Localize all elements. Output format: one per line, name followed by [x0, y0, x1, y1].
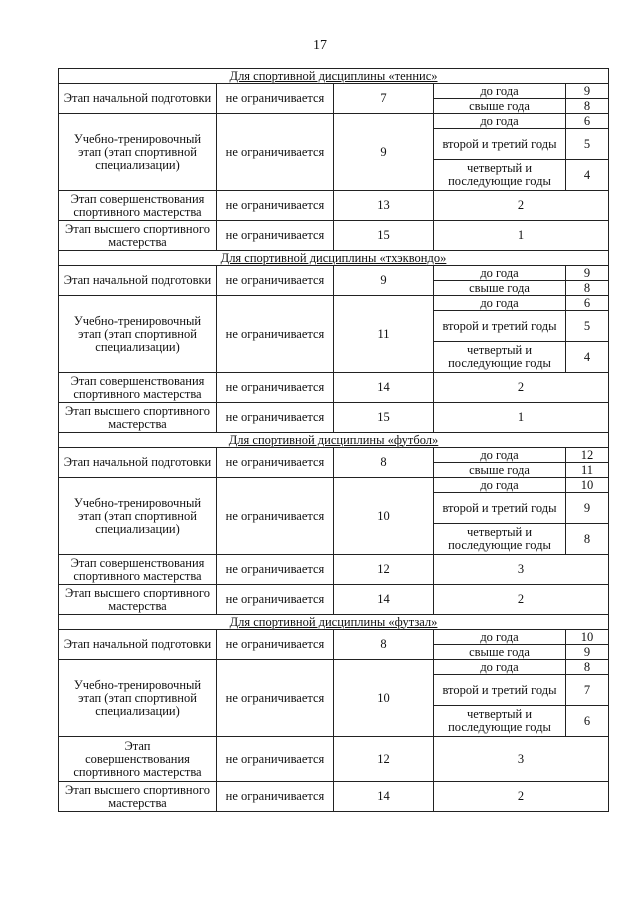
min-age: 14 — [334, 585, 434, 615]
group-size: 9 — [566, 266, 609, 281]
age-limit: не ограничивается — [217, 373, 334, 403]
stage-name: Этап высшего спортивного мастерства — [59, 585, 217, 615]
table-row — [59, 630, 609, 645]
stage-name: Этап высшего спортивного мастерства — [59, 782, 217, 812]
table-row — [59, 737, 609, 782]
group-size: 8 — [566, 99, 609, 114]
age-limit: не ограничивается — [217, 403, 334, 433]
age-limit: не ограничивается — [217, 660, 334, 737]
year-label: второй и третий годы — [434, 493, 566, 524]
age-limit: не ограничивается — [217, 296, 334, 373]
table-row — [59, 448, 609, 463]
table-row — [59, 191, 609, 221]
min-age: 14 — [334, 782, 434, 812]
group-size: 1 — [434, 221, 609, 251]
min-age: 9 — [334, 266, 434, 296]
stage-name: Этап начальной подготовки — [59, 448, 217, 478]
age-limit: не ограничивается — [217, 478, 334, 555]
min-age: 12 — [334, 737, 434, 782]
table-row — [59, 615, 609, 630]
age-limit: не ограничивается — [217, 737, 334, 782]
table-row — [59, 403, 609, 433]
min-age: 13 — [334, 191, 434, 221]
year-label: до года — [434, 478, 566, 493]
table-row — [59, 478, 609, 493]
age-limit: не ограничивается — [217, 630, 334, 660]
year-label: четвертый и последующие годы — [434, 342, 566, 373]
group-size: 6 — [566, 706, 609, 737]
table-row — [59, 585, 609, 615]
min-age: 12 — [334, 555, 434, 585]
table-row — [59, 251, 609, 266]
section-title: Для спортивной дисциплины «футбол» — [59, 433, 609, 448]
table-row — [59, 782, 609, 812]
age-limit: не ограничивается — [217, 585, 334, 615]
min-age: 14 — [334, 373, 434, 403]
stage-name: Этап совершенствования спортивного мастерства — [59, 373, 217, 403]
group-size: 10 — [566, 630, 609, 645]
stage-name: Этап высшего спортивного мастерства — [59, 403, 217, 433]
min-age: 10 — [334, 660, 434, 737]
year-label: свыше года — [434, 463, 566, 478]
table-row — [59, 660, 609, 675]
min-age: 10 — [334, 478, 434, 555]
year-label: четвертый и последующие годы — [434, 524, 566, 555]
year-label: до года — [434, 296, 566, 311]
min-age: 8 — [334, 448, 434, 478]
group-size: 8 — [566, 281, 609, 296]
group-size: 4 — [566, 160, 609, 191]
group-size: 4 — [566, 342, 609, 373]
group-size: 10 — [566, 478, 609, 493]
year-label: до года — [434, 84, 566, 99]
group-size: 5 — [566, 311, 609, 342]
stage-name: Учебно-тренировочный этап (этап спортивной специализации) — [59, 478, 217, 555]
group-size: 3 — [434, 555, 609, 585]
group-size: 1 — [434, 403, 609, 433]
age-limit: не ограничивается — [217, 266, 334, 296]
year-label: свыше года — [434, 99, 566, 114]
stage-name: Этап начальной подготовки — [59, 630, 217, 660]
group-size: 12 — [566, 448, 609, 463]
group-size: 9 — [566, 493, 609, 524]
year-label: до года — [434, 660, 566, 675]
age-limit: не ограничивается — [217, 782, 334, 812]
table-row — [59, 296, 609, 311]
age-limit: не ограничивается — [217, 84, 334, 114]
min-age: 15 — [334, 403, 434, 433]
table-row — [59, 433, 609, 448]
table-row — [59, 221, 609, 251]
stage-name: Этап совершенствования спортивного мастерства — [59, 191, 217, 221]
min-age: 9 — [334, 114, 434, 191]
stage-name: Учебно-тренировочный этап (этап спортивной специализации) — [59, 296, 217, 373]
year-label: свыше года — [434, 281, 566, 296]
year-label: до года — [434, 448, 566, 463]
table-row — [59, 84, 609, 99]
year-label: четвертый и последующие годы — [434, 706, 566, 737]
group-size: 5 — [566, 129, 609, 160]
group-size: 2 — [434, 191, 609, 221]
min-age: 7 — [334, 84, 434, 114]
stage-name — [59, 737, 217, 782]
year-label: второй и третий годы — [434, 311, 566, 342]
stage-name-line: совершенствования спортивного мастерства — [73, 751, 202, 779]
group-size: 6 — [566, 296, 609, 311]
stage-name: Этап совершенствования спортивного мастерства — [59, 555, 217, 585]
group-size: 9 — [566, 645, 609, 660]
group-size: 2 — [434, 585, 609, 615]
stage-name: Этап высшего спортивного мастерства — [59, 221, 217, 251]
group-size: 8 — [566, 660, 609, 675]
group-size: 7 — [566, 675, 609, 706]
section-title: Для спортивной дисциплины «тхэквондо» — [59, 251, 609, 266]
section-title: Для спортивной дисциплины «теннис» — [59, 69, 609, 84]
stage-name: Этап начальной подготовки — [59, 266, 217, 296]
table-row — [59, 114, 609, 129]
year-label: свыше года — [434, 645, 566, 660]
stage-name: Этап начальной подготовки — [59, 84, 217, 114]
age-limit: не ограничивается — [217, 221, 334, 251]
stage-name: Учебно-тренировочный этап (этап спортивной специализации) — [59, 660, 217, 737]
table-row — [59, 373, 609, 403]
min-age: 11 — [334, 296, 434, 373]
year-label: второй и третий годы — [434, 129, 566, 160]
table-row — [59, 555, 609, 585]
stage-name: Учебно-тренировочный этап (этап спортивной специализации) — [59, 114, 217, 191]
group-size: 8 — [566, 524, 609, 555]
year-label: до года — [434, 114, 566, 129]
group-size: 3 — [434, 737, 609, 782]
age-limit: не ограничивается — [217, 191, 334, 221]
age-limit: не ограничивается — [217, 555, 334, 585]
year-label: второй и третий годы — [434, 675, 566, 706]
table-body — [59, 69, 609, 812]
group-size: 11 — [566, 463, 609, 478]
age-limit: не ограничивается — [217, 448, 334, 478]
group-size: 2 — [434, 782, 609, 812]
group-size: 2 — [434, 373, 609, 403]
year-label: до года — [434, 266, 566, 281]
min-age: 15 — [334, 221, 434, 251]
section-title: Для спортивной дисциплины «футзал» — [59, 615, 609, 630]
sports-stages-table — [58, 68, 609, 812]
table-row — [59, 266, 609, 281]
table-row — [59, 69, 609, 84]
age-limit: не ограничивается — [217, 114, 334, 191]
year-label: четвертый и последующие годы — [434, 160, 566, 191]
year-label: до года — [434, 630, 566, 645]
group-size: 9 — [566, 84, 609, 99]
stage-name-line: Этап — [124, 738, 151, 753]
min-age: 8 — [334, 630, 434, 660]
group-size: 6 — [566, 114, 609, 129]
page-number: 17 — [313, 38, 327, 53]
